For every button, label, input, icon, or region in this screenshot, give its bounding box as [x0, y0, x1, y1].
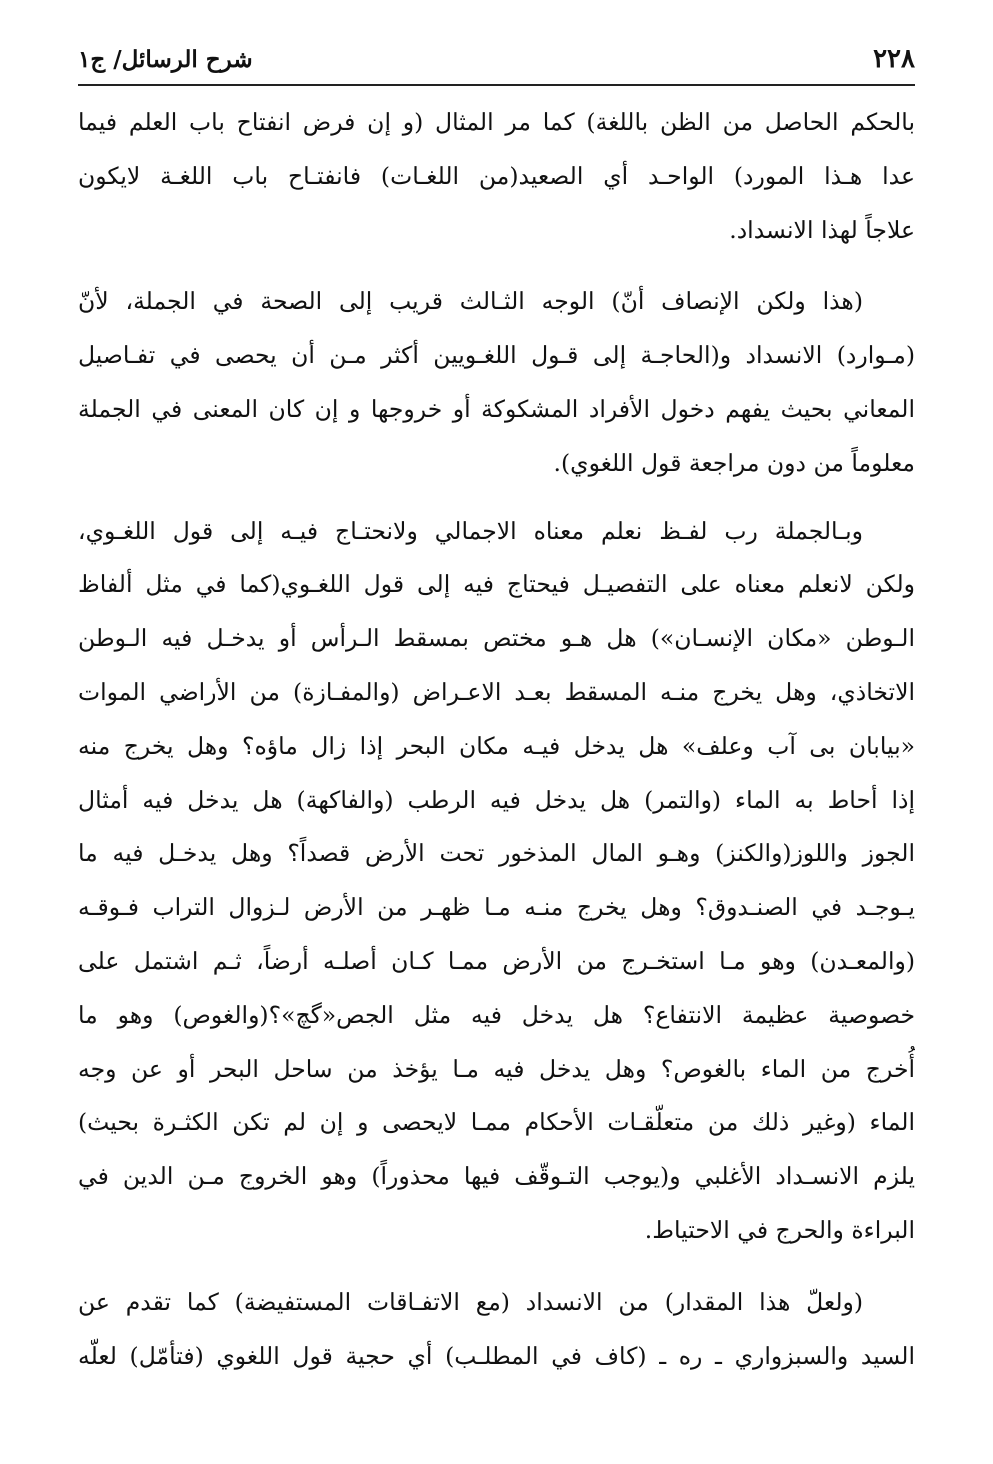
text-line: الماء (وغير ذلك من متعلّقـات الأحكام ممـا لايحصى و إن لم تكن الكثـرة بحيث) — [78, 1108, 915, 1137]
text-line: إذا أحاط به الماء (والتمر) هل يدخل فيه الرطب (والفاكهة) هل يدخل فيه أمثال — [78, 785, 915, 814]
text-line: علاجاً لهذا الانسداد. — [729, 215, 915, 244]
text-line: وبـالجملة رب لفـظ نعلم معناه الاجمالي ولانحتـاج فيـه إلى قول اللغـوي، — [78, 516, 863, 545]
text-line: (هذا ولكن الإنصاف أنّ) الوجه الثـالث قريب إلى الصحة في الجملة، لأنّ — [78, 287, 863, 316]
text-line: بالحكم الحاصل من الظن باللغة) كما مر المثال (و إن فرض انفتاح باب العلم فيما — [78, 108, 915, 136]
text-line: (والمعـدن) وهو مـا استخـرج من الأرض ممـا كـان أصلـه أرضاً، ثـم اشتمل على — [78, 946, 915, 975]
text-line: الاتخاذي، وهل يخرج منـه المسقط بعـد الاعـراض (والمفـازة) من الأراضي الموات — [78, 677, 915, 706]
paragraph-4 — [78, 1276, 915, 1384]
page-body — [78, 96, 915, 1383]
text-line: الجوز واللوز(والكنز) وهـو المال المذخور تحت الأرض قصداً؟ وهل يدخـل فيه ما — [78, 839, 915, 868]
text-line: «بيابان بى آب وعلف» هل يدخل فيـه مكان البحر إذا زال ماؤه؟ وهل يخرج منه — [78, 731, 915, 760]
text-line: (مـوارد) الانسداد و(الحاجـة إلى قـول اللغـويين أكثر مـن أن يحصى في تفـاصيل — [78, 341, 915, 370]
paragraph-2 — [78, 275, 915, 490]
page-number: ٢٢٨ — [873, 44, 915, 74]
paragraph-1 — [78, 96, 915, 257]
text-line: يـوجـد في الصنـدوق؟ وهل يخرج منـه مـا ظهـر من الأرض لـزوال التراب فـوقـه — [78, 893, 915, 922]
text-line: يلزم الانسـداد الأغلبي و(يوجب التـوقّف فيها محذوراً) وهو الخروج مـن الدين في — [78, 1162, 915, 1191]
paragraph-3 — [78, 505, 915, 1258]
text-line: معلوماً من دون مراجعة قول اللغوي). — [553, 448, 915, 477]
text-line: أُخرج من الماء بالغوص؟ وهل يدخل فيه مـا يؤخذ من ساحل البحر أو عن وجه — [78, 1054, 915, 1083]
text-line: (ولعلّ هذا المقدار) من الانسداد (مع الاتفـاقات المستفيضة) كما تقدم عن — [78, 1287, 863, 1316]
text-line: الـوطن «مكان الإنسـان») هل هـو مختص بمسقط الـرأس أو يدخـل فيه الـوطن — [78, 624, 915, 653]
text-line: عدا هـذا المورد) الواحـد أي الصعيد(من اللغـات) فانفتـاح باب اللغـة لايكون — [78, 161, 915, 190]
text-line: البراءة والحرج في الاحتياط. — [644, 1215, 915, 1244]
page-header — [78, 40, 915, 86]
text-line: السيد والسبزواري ـ ره ـ (كاف في المطلـب) أي حجية قول اللغوي (فتأمّل) لعلّه — [78, 1341, 915, 1370]
text-line: المعاني بحيث يفهم دخول الأفراد المشكوكة أو خروجها و إن كان المعنى في الجملة — [78, 394, 915, 423]
text-line: خصوصية عظيمة الانتفاع؟ هل يدخل فيه مثل الجص«گچ»؟(والغوص) وهو ما — [78, 1000, 915, 1029]
text-line: ولكن لانعلم معناه على التفصيـل فيحتاج فيه إلى قول اللغـوي(كما في مثل ألفاظ — [78, 570, 915, 599]
running-title: شرح الرسائل/ ج١ — [78, 46, 253, 73]
